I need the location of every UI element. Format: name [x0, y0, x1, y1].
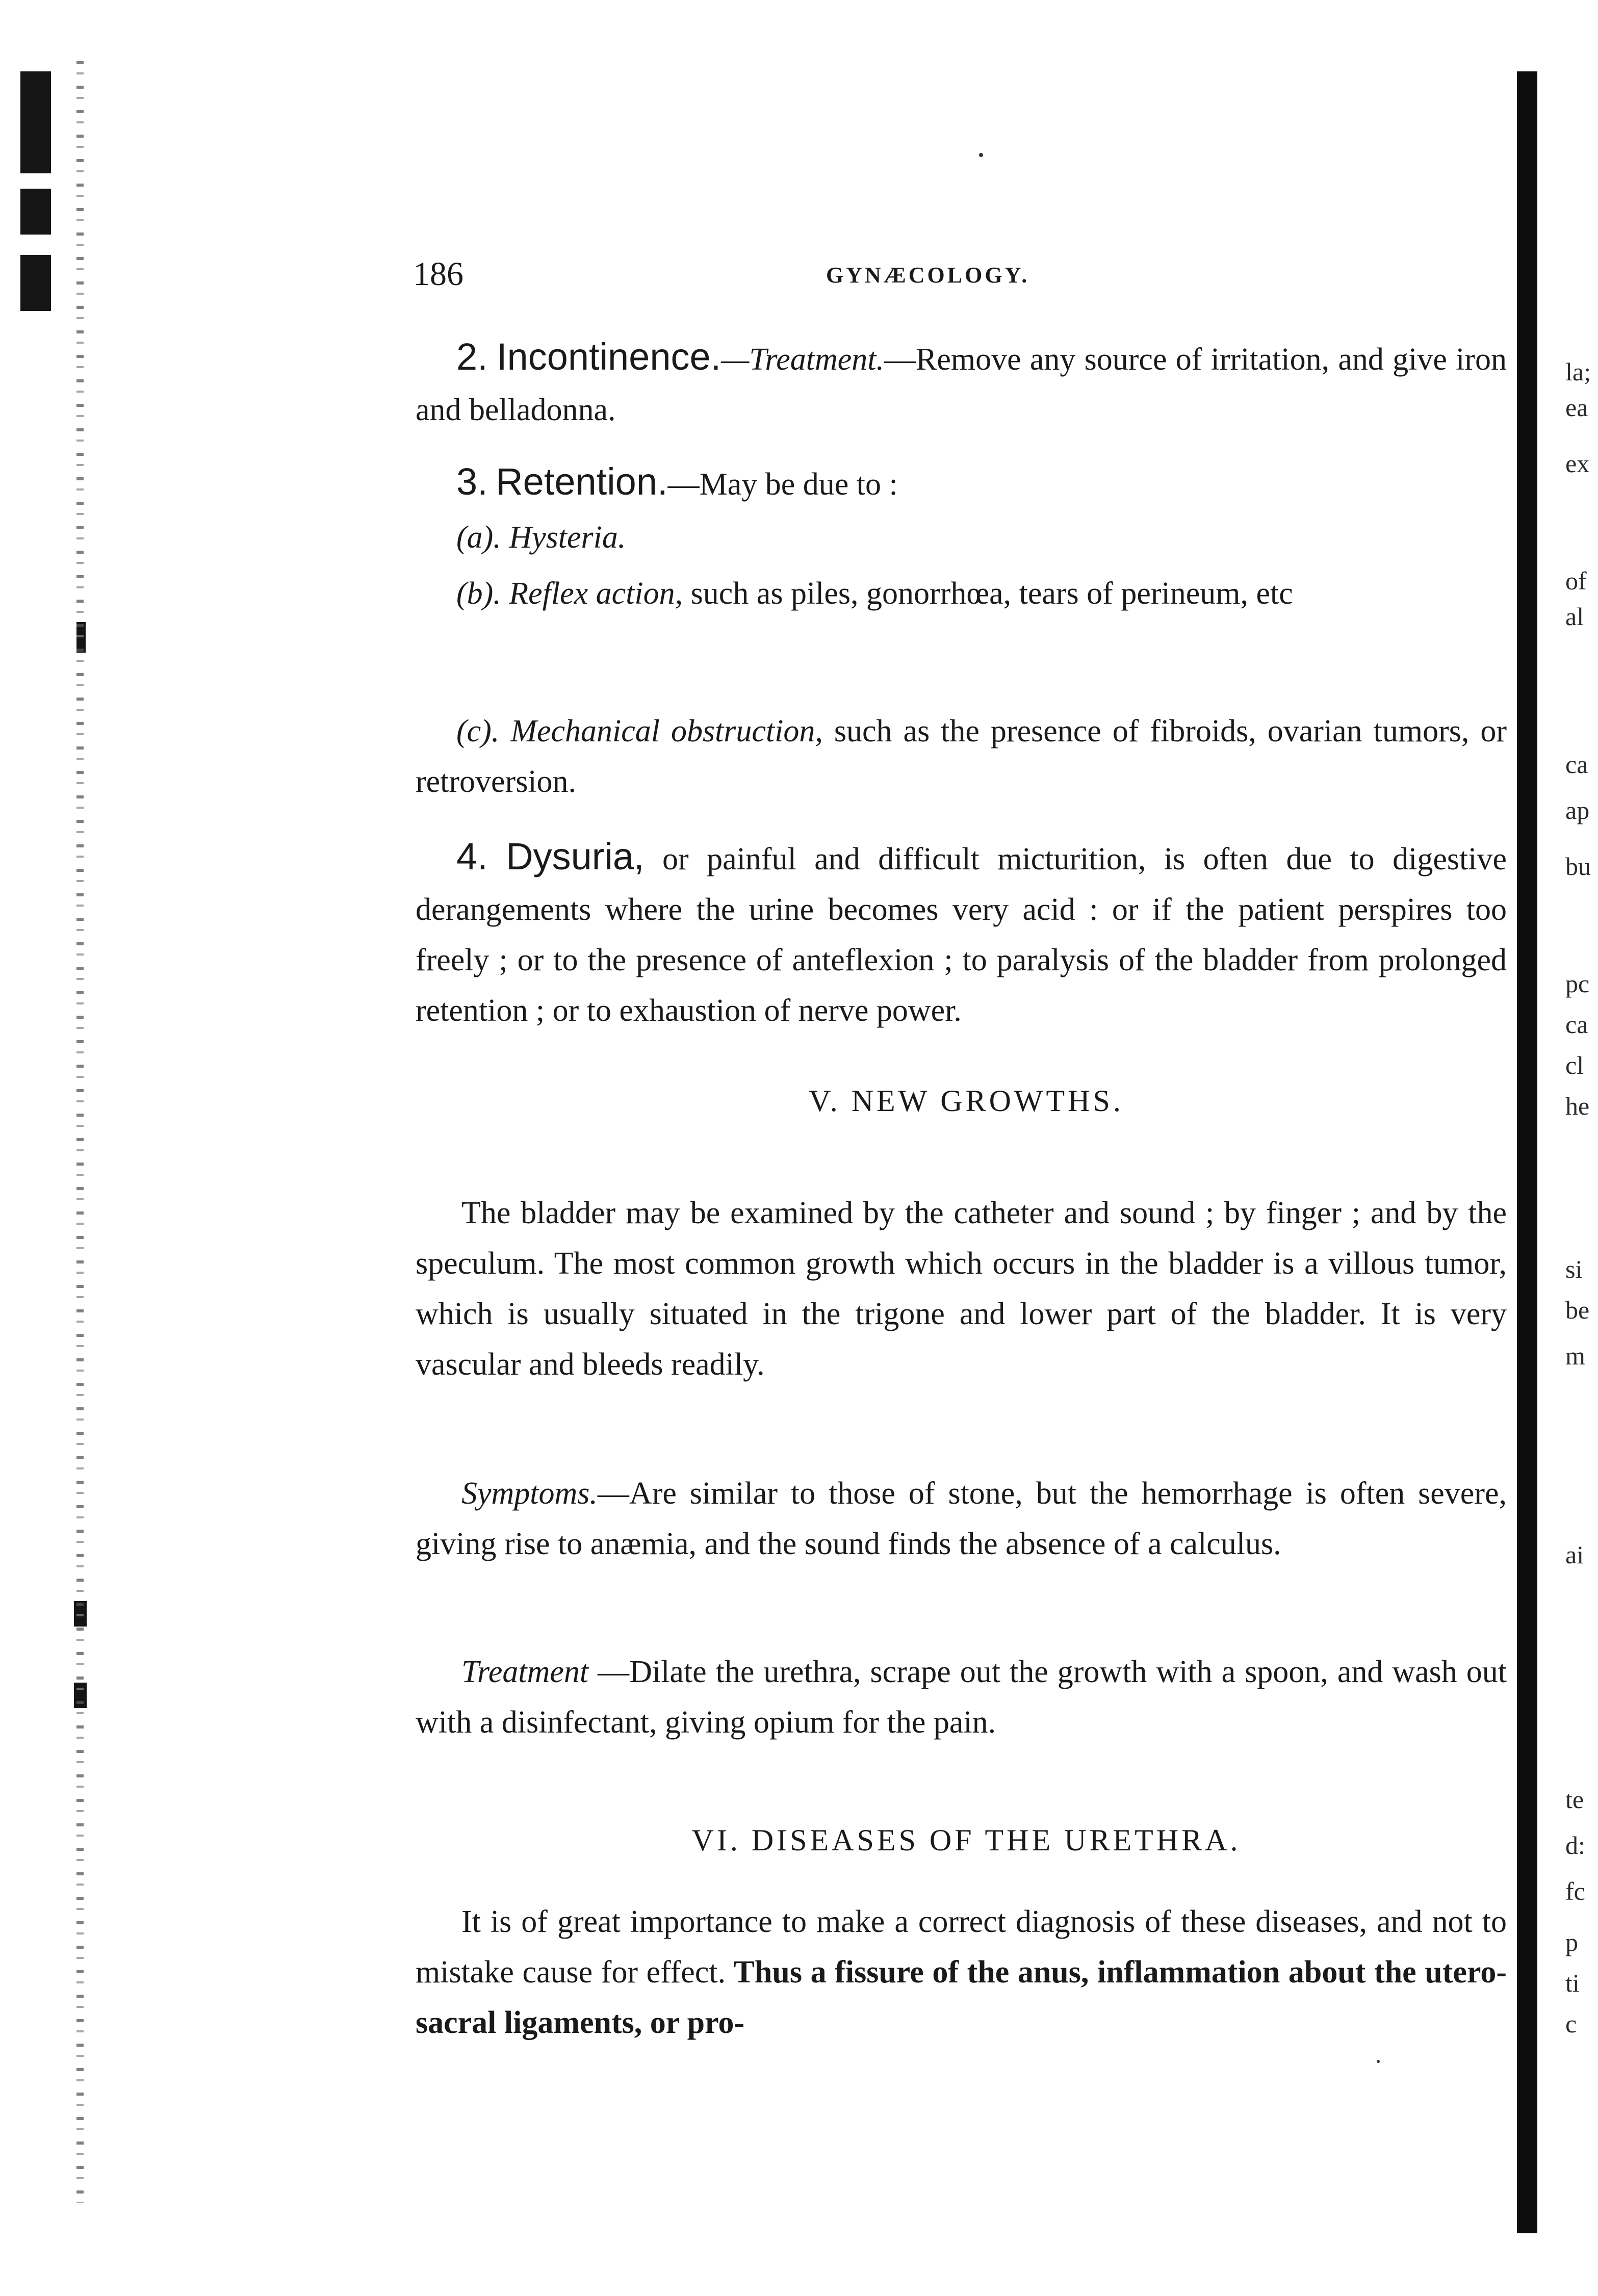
- facing-page-fragment: si: [1565, 1255, 1583, 1283]
- cause-b: (b). Reflex action, such as piles, gonorrhœa, tears of perineum, etc: [456, 576, 1293, 611]
- cause-c: (c). Mechanical obstruction, such as the presence of fibroids, ovarian tumors, or retroversion.: [416, 714, 1507, 799]
- facing-page-fragment: ai: [1565, 1540, 1584, 1569]
- facing-page-fragment: ea: [1565, 393, 1588, 422]
- new-growths-paragraph: The bladder may be examined by the catheter and sound ; by finger ; and by the speculum. The most common growth which occurs in the bladder is a villous tumor, which is usually situated in the trigone and lower part of the bladder. It is very vascular and bleeds readily.: [416, 1196, 1507, 1382]
- urethra-paragraph: It is of great importance to make a correct diagnosis of these diseases, and not to mistake cause for effect. Thus a fissure of the anus, inflammation about the utero-sacral ligaments, or pro-: [416, 1904, 1507, 2040]
- symptoms-label: Symptoms.: [461, 1476, 598, 1511]
- facing-page-fragment: te: [1565, 1785, 1584, 1814]
- facing-page-fragment: fc: [1565, 1877, 1585, 1905]
- facing-page-fragment: al: [1565, 602, 1584, 631]
- page-number: 186: [413, 255, 463, 293]
- retention-heading: Retention.: [496, 460, 668, 503]
- retention-paragraph: 3. Retention.—May be due to :: [456, 460, 898, 503]
- page-header: [413, 255, 1519, 291]
- facing-page-fragment: ca: [1565, 1010, 1588, 1039]
- facing-page-fragment: of: [1565, 566, 1587, 595]
- section-v-title: V. NEW GROWTHS.: [809, 1084, 1124, 1118]
- facing-page-fragment: d:: [1565, 1831, 1585, 1860]
- incontinence-heading: Incontinence.: [496, 336, 721, 378]
- symptoms-paragraph: Symptoms.—Are similar to those of stone, but the hemorrhage is often severe, giving rise to anæmia, and the sound finds the absence of a calculus.: [416, 1476, 1507, 1561]
- dysuria-heading: Dysuria,: [506, 835, 645, 878]
- running-head: GYNÆCOLOGY.: [826, 263, 1030, 288]
- facing-page-fragment: cl: [1565, 1051, 1584, 1079]
- facing-page-fragment: p: [1565, 1928, 1578, 1956]
- scan-edge-right: [1517, 71, 1537, 2233]
- treatment-label: Treatment: [461, 1655, 589, 1689]
- cause-a: (a). Hysteria.: [456, 520, 626, 555]
- facing-page-fragment: bu: [1565, 852, 1591, 881]
- facing-page-fragment: m: [1565, 1342, 1585, 1370]
- facing-page-fragment: he: [1565, 1092, 1590, 1120]
- scan-edge-left: [20, 61, 97, 2203]
- facing-page-fragment: ap: [1565, 796, 1590, 824]
- treatment-paragraph: Treatment —Dilate the urethra, scrape out the growth with a spoon, and wash out with a disinfectant, giving opium for the pain.: [416, 1655, 1507, 1740]
- facing-page-fragment: be: [1565, 1296, 1590, 1324]
- facing-page-fragment: pc: [1565, 969, 1590, 998]
- facing-page-fragment: ti: [1565, 1969, 1580, 1997]
- facing-page-fragment: ex: [1565, 449, 1590, 478]
- facing-page-fragment: la;: [1565, 357, 1591, 386]
- dysuria-paragraph: 4. Dysuria, or painful and difficult micturition, is often due to digestive derangements where the urine becomes very acid : or if the patient perspires too freely ; or to the presence of anteflexion ; to paralysis of the bladder from prolonged retention ; or to exhaustion of nerve power.: [416, 835, 1507, 1028]
- facing-page-fragment: c: [1565, 2009, 1577, 2038]
- section-vi-title: VI. DISEASES OF THE URETHRA.: [691, 1823, 1241, 1857]
- facing-page-fragment: ca: [1565, 750, 1588, 779]
- incontinence-paragraph: 2. Incontinence.—Treatment.—Remove any source of irritation, and give iron and belladonna.: [416, 336, 1507, 427]
